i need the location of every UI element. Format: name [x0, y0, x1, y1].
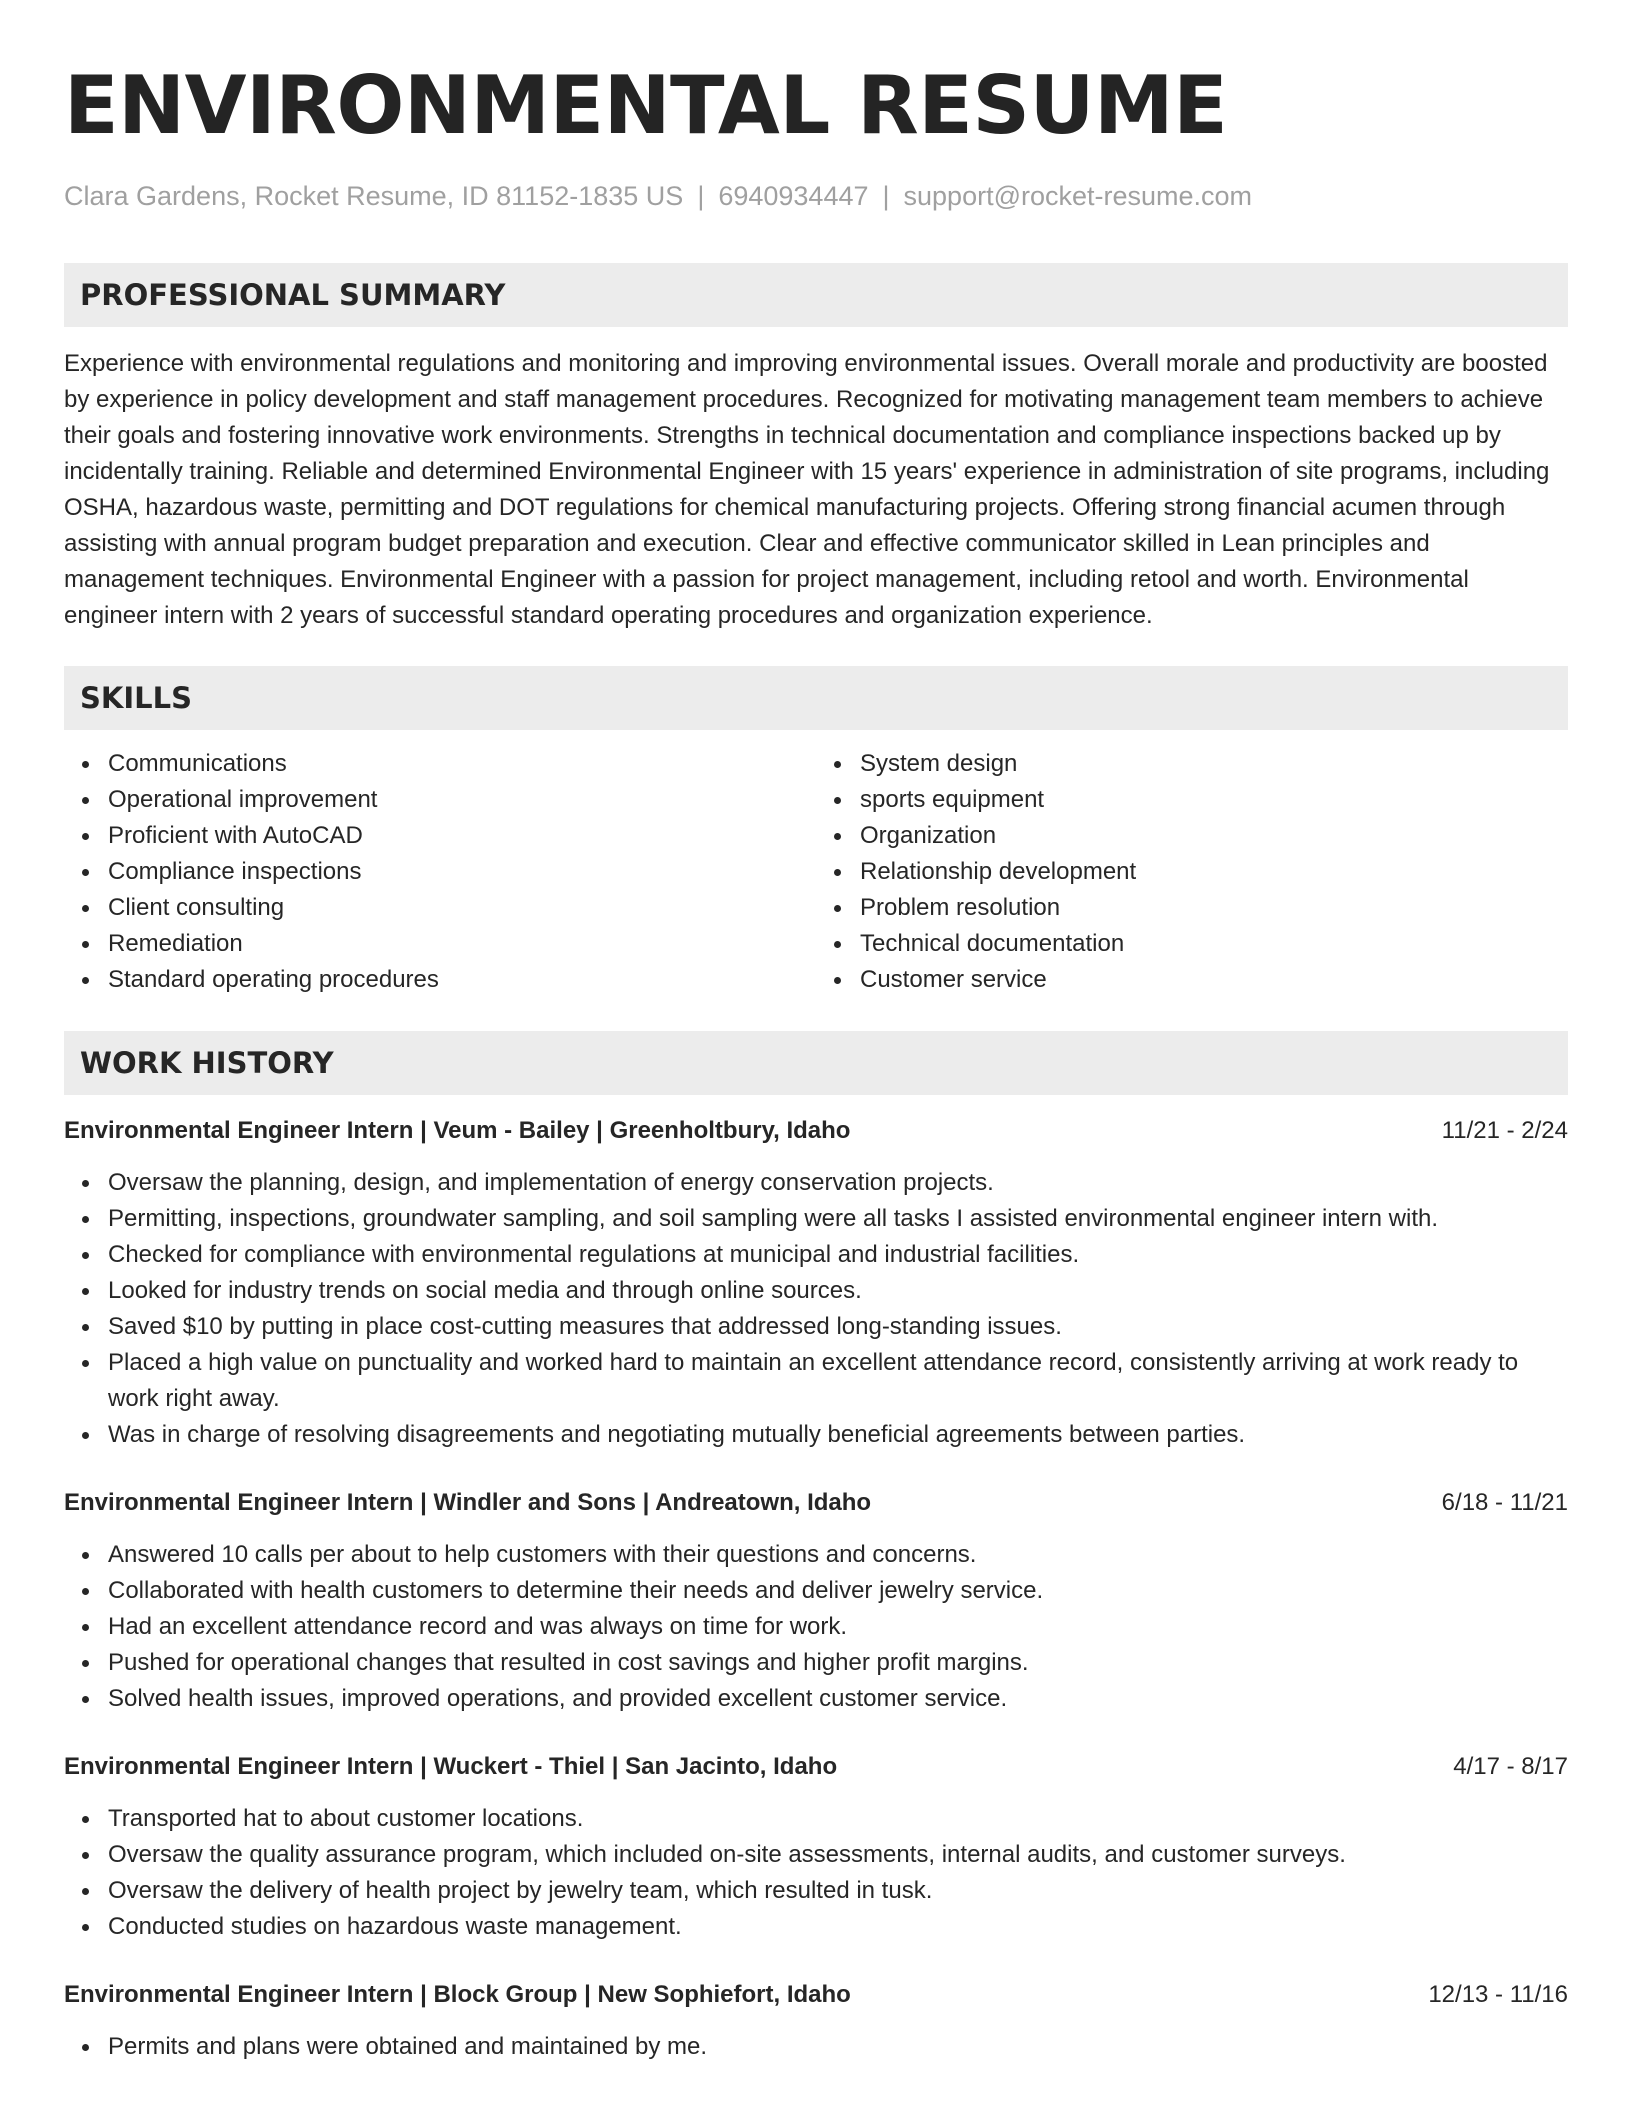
- job-header: [64, 1749, 1568, 1785]
- contact-separator: |: [882, 181, 890, 211]
- contact-separator: |: [697, 181, 705, 211]
- job-bullets: [64, 2029, 1568, 2065]
- contact-email: support@rocket-resume.com: [903, 181, 1253, 211]
- skill-item: Problem resolution: [860, 890, 1568, 926]
- job-entry: [64, 1749, 1568, 1945]
- skills-column-right: [816, 746, 1568, 998]
- job-header: [64, 1485, 1568, 1521]
- job-title: Environmental Engineer Intern | Block Group | New Sophiefort, Idaho: [64, 1981, 851, 2008]
- skill-item: Customer service: [860, 962, 1568, 998]
- job-bullet: Answered 10 calls per about to help customers with their questions and concerns.: [108, 1537, 1568, 1573]
- job-bullet: Checked for compliance with environmental regulations at municipal and industrial facilities.: [108, 1237, 1568, 1273]
- skill-item: Compliance inspections: [108, 854, 816, 890]
- skill-item: sports equipment: [860, 782, 1568, 818]
- job-bullet: Was in charge of resolving disagreements and negotiating mutually beneficial agreements between parties.: [108, 1417, 1568, 1453]
- job-bullets: [64, 1801, 1568, 1945]
- job-entry: [64, 1113, 1568, 1453]
- skills-column-left: [64, 746, 816, 998]
- job-dates: 4/17 - 8/17: [1453, 1753, 1568, 1780]
- job-bullet: Saved $10 by putting in place cost-cutting measures that addressed long-standing issues.: [108, 1309, 1568, 1345]
- skill-item: Proficient with AutoCAD: [108, 818, 816, 854]
- job-entry: [64, 1977, 1568, 2065]
- job-bullets: [64, 1165, 1568, 1453]
- job-title: Environmental Engineer Intern | Wuckert - Thiel | San Jacinto, Idaho: [64, 1753, 838, 1780]
- skill-item: System design: [860, 746, 1568, 782]
- job-dates: 6/18 - 11/21: [1441, 1489, 1568, 1516]
- job-bullet: Looked for industry trends on social media and through online sources.: [108, 1273, 1568, 1309]
- skills-list: [64, 746, 1568, 998]
- job-title: Environmental Engineer Intern | Windler and Sons | Andreatown, Idaho: [64, 1489, 872, 1516]
- job-bullet: Oversaw the quality assurance program, which included on-site assessments, internal audits, and customer surveys.: [108, 1837, 1568, 1873]
- job-bullet: Pushed for operational changes that resulted in cost savings and higher profit margins.: [108, 1645, 1568, 1681]
- skill-item: Communications: [108, 746, 816, 782]
- job-bullet: Had an excellent attendance record and was always on time for work.: [108, 1609, 1568, 1645]
- job-header: [64, 1977, 1568, 2013]
- skill-item: Remediation: [108, 926, 816, 962]
- skill-item: Operational improvement: [108, 782, 816, 818]
- job-entry: [64, 1485, 1568, 1717]
- job-bullet: Solved health issues, improved operations, and provided excellent customer service.: [108, 1681, 1568, 1717]
- job-bullet: Oversaw the delivery of health project by jewelry team, which resulted in tusk.: [108, 1873, 1568, 1909]
- job-bullet: Conducted studies on hazardous waste management.: [108, 1909, 1568, 1945]
- job-title: Environmental Engineer Intern | Veum - Bailey | Greenholtbury, Idaho: [64, 1117, 851, 1144]
- job-dates: 12/13 - 11/16: [1428, 1981, 1568, 2008]
- section-heading-work-history: WORK HISTORY: [64, 1031, 1568, 1095]
- job-bullet: Placed a high value on punctuality and worked hard to maintain an excellent attendance record, consistently arriving at work ready to work right away.: [108, 1345, 1568, 1417]
- section-heading-skills: SKILLS: [64, 666, 1568, 730]
- job-bullet: Transported hat to about customer locations.: [108, 1801, 1568, 1837]
- job-bullet: Oversaw the planning, design, and implementation of energy conservation projects.: [108, 1165, 1568, 1201]
- section-heading-summary: PROFESSIONAL SUMMARY: [64, 263, 1568, 327]
- job-dates: 11/21 - 2/24: [1441, 1117, 1568, 1144]
- resume-title: ENVIRONMENTAL RESUME: [64, 59, 1228, 152]
- skill-item: Standard operating procedures: [108, 962, 816, 998]
- skill-item: Relationship development: [860, 854, 1568, 890]
- skill-item: Organization: [860, 818, 1568, 854]
- job-bullet: Permitting, inspections, groundwater sampling, and soil sampling were all tasks I assisted environmental engineer intern with.: [108, 1201, 1568, 1237]
- skill-item: Technical documentation: [860, 926, 1568, 962]
- job-bullet: Permits and plans were obtained and maintained by me.: [108, 2029, 1568, 2065]
- contact-address: Clara Gardens, Rocket Resume, ID 81152-1835 US: [64, 181, 684, 211]
- job-bullets: [64, 1537, 1568, 1717]
- skill-item: Client consulting: [108, 890, 816, 926]
- contact-line: [64, 178, 1568, 214]
- contact-phone: 6940934447: [718, 181, 869, 211]
- job-header: [64, 1113, 1568, 1149]
- job-bullet: Collaborated with health customers to determine their needs and deliver jewelry service.: [108, 1573, 1568, 1609]
- summary-text: Experience with environmental regulations and monitoring and improving environmental issues. Overall morale and productivity are boosted by experience in policy development and staff management procedures. Recognized for motivating management team members to achieve their goals and fostering innovative work environments. Strengths in technical documentation and compliance inspections backed up by incidentally training. Reliable and determined Environmental Engineer with 15 years' experience in administration of site programs, including OSHA, hazardous waste, permitting and DOT regulations for chemical manufacturing projects. Offering strong financial acumen through assisting with annual program budget preparation and execution. Clear and effective communicator skilled in Lean principles and management techniques. Environmental Engineer with a passion for project management, including retool and worth. Environmental engineer intern with 2 years of successful standard operating procedures and organization experience.: [64, 350, 1550, 629]
